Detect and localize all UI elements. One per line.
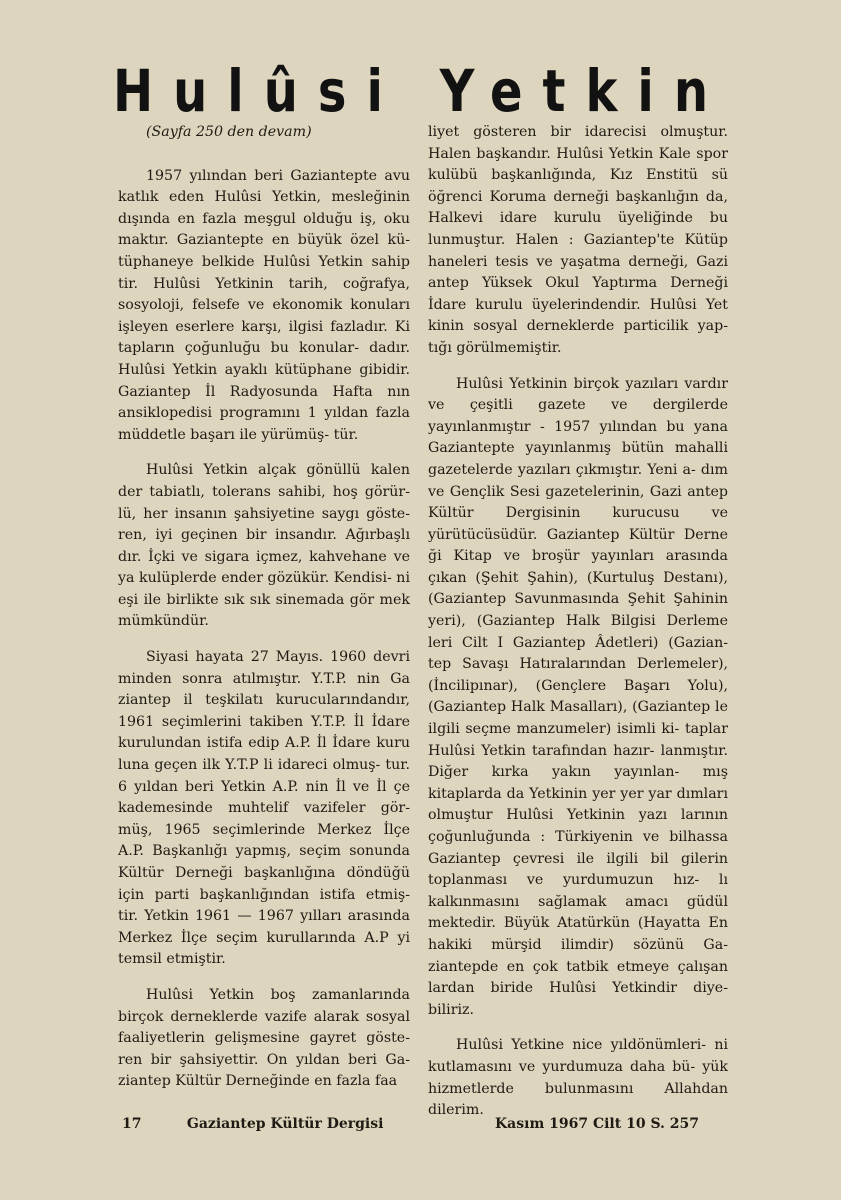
article-title: Hulûsi Yetkin	[112, 58, 729, 126]
paragraph: Hulûsi Yetkine nice yıldönümleri- ni kutlamasını ve yurdumuza daha bü- yük hizmetlerde bulunmasını Allahdan dilerim.	[428, 1037, 728, 1119]
footer-left	[122, 1116, 383, 1132]
paragraph: Hulûsi Yetkin alçak gönüllü kalen der tabiatlı, tolerans sahibi, hoş görür- lü, her insanın şahsiyetine saygı göste- ren, iyi geçinen bir insandır. Ağırbaşlı dır. İçki ve sigara içmez, kahvehane ve ya kulüplerde ender gözükür. Kendisi- ni eşi ile birlikte sık sık sinemada gör mek mümkündür.	[118, 462, 410, 630]
issue-info: Kasım 1967 Cilt 10 S. 257	[495, 1116, 700, 1132]
page-number: 17	[122, 1116, 142, 1132]
paragraph: Siyasi hayata 27 Mayıs. 1960 devri minden sonra atılmıştır. Y.T.P. nin Ga ziantep il teşkilatı kurucularındandır, 1961 seçimlerini takiben Y.T.P. İl İdare kurulundan istifa edip A.P. İl İdare kuru luna geçen ilk Y.T.P li idareci olmuş- tur. 6 yıldan beri Yetkin A.P. nin İl ve İl çe kademesinde muhtelif vazifeler gör- müş, 1965 seçimlerinde Merkez İlçe A.P. Başkanlığı yapmış, seçim sonunda Kültür Derneği başkanlığına döndüğü için parti başkanlığından istifa etmiş- tir. Yetkin 1961 — 1967 yılları arasında Merkez İlçe seçim kurullarında A.P yi temsil etmiştir.	[118, 649, 410, 968]
left-column	[118, 122, 410, 1107]
right-column	[428, 122, 728, 1136]
paragraph: Hulûsi Yetkinin birçok yazıları vardır ve çeşitli gazete ve dergilerde yayınlanmıştır - 1957 yılından bu yana Gaziantepte yayınlanmış bütün mahalli gazetelerde yazıları çıkmıştır. Yeni a- dım ve Gençlik Sesi gazetelerinin, Gazi antep Kültür Dergisinin kurucusu ve yürütücüsüdür. Gaziantep Kültür Derne ği Kitap ve broşür yayınları arasında çıkan (Şehit Şahin), (Kurtuluş Destanı), (Gaziantep Savunmasında Şehit Şahinin yeri), (Gaziantep Halk Bilgisi Derleme leri Cilt I Gaziantep Âdetleri) (Gazian- tep Savaşı Hatıralarından Derlemeler), (İncilipınar), (Gençlere Başarı Yolu), (Gaziantep Halk Masalları), (Gaziantep le ilgili seçme manzumeler) isimli ki- taplar Hulûsi Yetkin tarafından hazır- lanmıştır. Diğer kırka yakın yayınlan- mış kitaplarda da Yetkinin yer yer yar dımları olmuştur Hulûsi Yetkinin yazı larının çoğunluğunda : Türkiyenin ve bilhassa Gaziantep çevresi ile ilgili bil gilerin toplanması ve yurdumuzun hız- lı kalkınmasını sağlamak amacı güdül mektedir. Büyük Atatürkün (Hayatta En hakiki mürşid ilimdir) sözünü Ga- ziantepde en çok tatbik etmeye çalışan lardan biride Hulûsi Yetkindir diye- biliriz.	[428, 375, 728, 1018]
paragraph: 1957 yılından beri Gaziantepte avu katlık eden Hulûsi Yetkin, mesleğinin dışında en fazla meşgul olduğu iş, oku maktır. Gaziantepte en büyük özel kü- tüphaneye belkide Hulûsi Yetkin sahip tir. Hulûsi Yetkinin tarih, coğrafya, sosyoloji, felsefe ve ekonomik konuları işleyen eserlere karşı, ilgisi fazladır. Ki tapların çoğunluğu bu konular- dadır. Hulûsi Yetkin ayaklı kütüphane gibidir. Gaziantep İl Radyosunda Hafta nın ansiklopedisi programını 1 yıldan fazla müddetle başarı ile yürümüş- tür.	[118, 167, 410, 443]
continuation-note: (Sayfa 250 den devam)	[146, 124, 312, 140]
paragraph: Hulûsi Yetkin boş zamanlarında birçok derneklerde vazife alarak sosyal faaliyetlerin gelişmesine gayret göste- ren bir şahsiyettir. On yıldan beri Ga- ziantep Kültür Derneğinde en fazla faa	[118, 986, 410, 1090]
magazine-name: Gaziantep Kültür Dergisi	[186, 1116, 384, 1132]
paragraph: liyet gösteren bir idarecisi olmuştur. Halen başkandır. Hulûsi Yetkin Kale spor kulübü başkanlığında, Kız Enstitü sü öğrenci Koruma derneği başkanlığın da, Halkevi idare kurulu üyeliğinde bu lunmuştur. Halen : Gaziantep'te Kütüp haneleri tesis ve yaşatma derneği, Gazi antep Yüksek Okul Yaptırma Derneği İdare kurulu üyelerindendir. Hulûsi Yet kinin sosyal derneklerde particilik yap- tığı görülmemiştir.	[428, 124, 728, 356]
